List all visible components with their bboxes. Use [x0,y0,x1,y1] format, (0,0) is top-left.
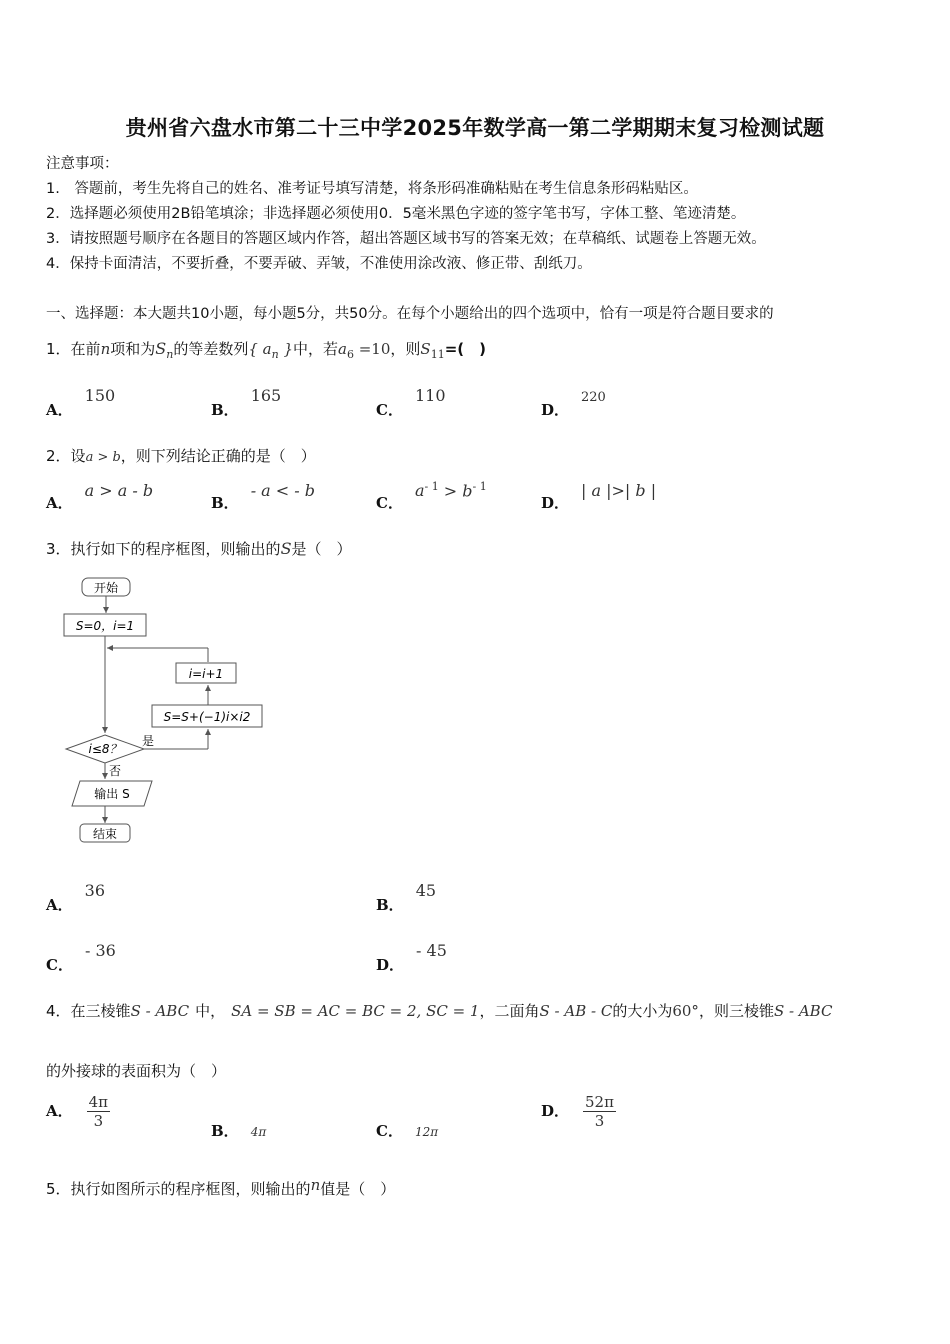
q1-S-sub: n [166,348,174,361]
question-1 [46,338,486,361]
q4-option-d-num: 52π [585,1093,614,1111]
q1-text-4: 中，若 [293,340,339,358]
q1-a-val: =10 [353,340,391,358]
q2-option-c-sup2: - 1 [472,480,487,493]
flow-init-text: S=0，i=1 [75,619,135,633]
q5-n: n [310,1176,321,1194]
question-4 [46,1000,832,1021]
q4-pyramid-2: S - ABC [773,1002,833,1020]
q2-option-d [541,480,657,512]
q1-option-d [541,385,606,419]
q2-option-c-label: C． [376,494,403,513]
q1-option-b-label: B． [211,401,239,419]
q2-option-b [211,480,316,512]
q1-option-d-value: 220 [581,390,606,405]
q3-option-c-label: C． [46,956,73,974]
q1-option-a-label: A． [46,401,73,419]
q2-number: 2． [46,447,71,465]
q2-condition: a > b [85,450,121,465]
q2-text-2: ，则下列结论正确的是（ ） [120,447,316,465]
q3-option-c-value: - 36 [84,941,116,960]
flow-update-text: S=S+(−1)i×i2 [163,710,251,724]
q2-option-a-label: A． [46,494,73,512]
q4-line-2: 的外接球的表面积为（ ） [46,1062,227,1080]
q1-option-b [211,385,282,419]
q1-text-3: 的等差数列 [173,340,249,358]
q1-number: 1． [46,340,71,358]
q5-text-1: 执行如图所示的程序框图，则输出的 [70,1180,311,1198]
q1-option-b-value: 165 [250,386,282,405]
q1-option-a [46,385,116,419]
q1-option-d-label: D． [541,401,570,419]
q3-text-1: 执行如下的程序框图，则输出的 [70,540,281,558]
flow-no-label: 否 [109,764,122,778]
q3-option-b-label: B． [376,896,404,914]
q1-text-2: 项和为 [110,340,156,358]
q1-option-c [376,385,446,419]
q5-text-2: 值是（ ） [320,1180,396,1198]
q3-number: 3． [46,540,71,558]
q4-option-a-fraction [87,1093,110,1130]
q1-n: n [100,340,111,358]
q2-option-b-label: B． [211,494,239,512]
q4-option-a [46,1093,110,1130]
q4-option-b-label: B． [211,1122,239,1140]
q1-text-5: ，则 [390,340,421,358]
q3-option-a-value: 36 [84,881,105,900]
q3-option-a [46,880,105,914]
q4-equation: SA = SB = AC = BC = 2, SC = 1 [231,1002,480,1020]
q3-text-2: 是（ ） [291,540,352,558]
q1-S: S [155,339,167,358]
q1-seq-end: } [278,340,293,358]
flow-output-text: 输出 S [94,787,130,801]
q4-text-2: 中， [195,1002,226,1020]
flow-end-text: 结束 [92,827,118,841]
section-heading: 一、选择题：本大题共10小题，每小题5分，共50分。在每个小题给出的四个选项中，恰有一项是符合题目要求的 [46,306,774,322]
notice-item-3: 3．请按照题号顺序在各题目的答题区域内作答，超出答题区域书写的答案无效；在草稿纸、试题卷上答题无效。 [46,231,766,247]
question-3 [46,538,352,559]
question-2 [46,445,316,466]
q1-option-c-value: 110 [414,386,446,405]
q3-option-d-value: - 45 [416,941,447,960]
page-title: 贵州省六盘水市第二十三中学2025年数学高一第二学期期末复习检测试题 [125,116,825,140]
q4-option-b-value: 4π [250,1125,267,1139]
notice-item-4: 4．保持卡面清洁，不要折叠，不要弄破、弄皱，不准使用涂改液、修正带、刮纸刀。 [46,256,592,272]
q3-S: S [280,539,292,558]
q1-S11-sub: 11 [430,348,445,361]
q4-option-a-num: 4π [88,1093,109,1111]
q4-option-b [211,1120,266,1141]
flow-decision-text: i≤8？ [88,742,122,756]
q1-a-sub: 6 [346,348,354,361]
q4-number: 4． [46,1002,71,1020]
flow-yes-label: 是 [142,734,155,748]
q3-flowchart [60,572,280,850]
flow-start-text: 开始 [93,581,119,595]
q3-option-b [376,880,437,914]
q1-seq-sub: n [271,348,279,361]
flow-increment-text: i=i+1 [188,667,224,681]
q4-option-c-label: C． [376,1122,403,1140]
q3-option-d [376,940,447,974]
q1-option-a-value: 150 [84,386,116,405]
q2-option-d-value: | a |>| b | [581,481,657,500]
q4-option-c-value: 12π [414,1125,439,1139]
q2-option-d-label: D． [541,494,570,512]
q4-option-d-fraction [583,1093,616,1130]
notice-item-1: 1. 答题前，考生先将自己的姓名、准考证号填写清楚，将条形码准确粘贴在考生信息条形码粘贴区。 [46,181,698,197]
q4-option-d [541,1093,616,1130]
question-5 [46,1178,395,1199]
q1-a: a [338,340,347,358]
q1-S11: S [420,340,431,358]
q5-number: 5． [46,1180,71,1198]
q4-text-1: 在三棱锥 [70,1002,131,1020]
q4-text-3: ，二面角 [479,1002,540,1020]
q1-seq: { a [248,340,272,358]
q2-option-c-value: a [414,481,425,501]
q4-pyramid: S - ABC [130,1002,190,1020]
q2-option-c-mid: > b [438,481,473,501]
q4-angle: S - AB - C [539,1002,613,1020]
q2-option-a [46,480,154,512]
q2-option-c-sup1: - 1 [424,480,439,493]
q4-degree: 60° [672,1002,699,1020]
q3-option-a-label: A． [46,896,73,914]
q4-text-5: ，则三棱锥 [698,1002,774,1020]
q2-option-c [376,480,487,513]
notice-heading: 注意事项： [46,156,119,172]
q3-option-b-value: 45 [415,881,437,900]
q4-option-d-label: D． [541,1102,570,1120]
q4-text-4: 的大小为 [612,1002,673,1020]
q4-option-c [376,1120,438,1141]
q1-option-c-label: C． [376,401,403,419]
q3-option-c [46,940,116,974]
q1-text-6: =( ) [444,340,486,358]
notice-item-2: 2．选择题必须使用2B铅笔填涂；非选择题必须使用0．5毫米黑色字迹的签字笔书写，字体工整、笔迹清楚。 [46,206,746,222]
q4-option-d-den: 3 [594,1112,605,1130]
q3-option-d-label: D． [376,956,405,974]
q4-option-a-den: 3 [93,1112,104,1130]
q2-option-a-value: a > a - b [84,481,154,500]
q2-text-1: 设 [70,447,86,465]
q1-text-1: 在前 [70,340,101,358]
q2-option-b-value: - a < - b [250,481,316,500]
q4-option-a-label: A． [46,1102,73,1120]
